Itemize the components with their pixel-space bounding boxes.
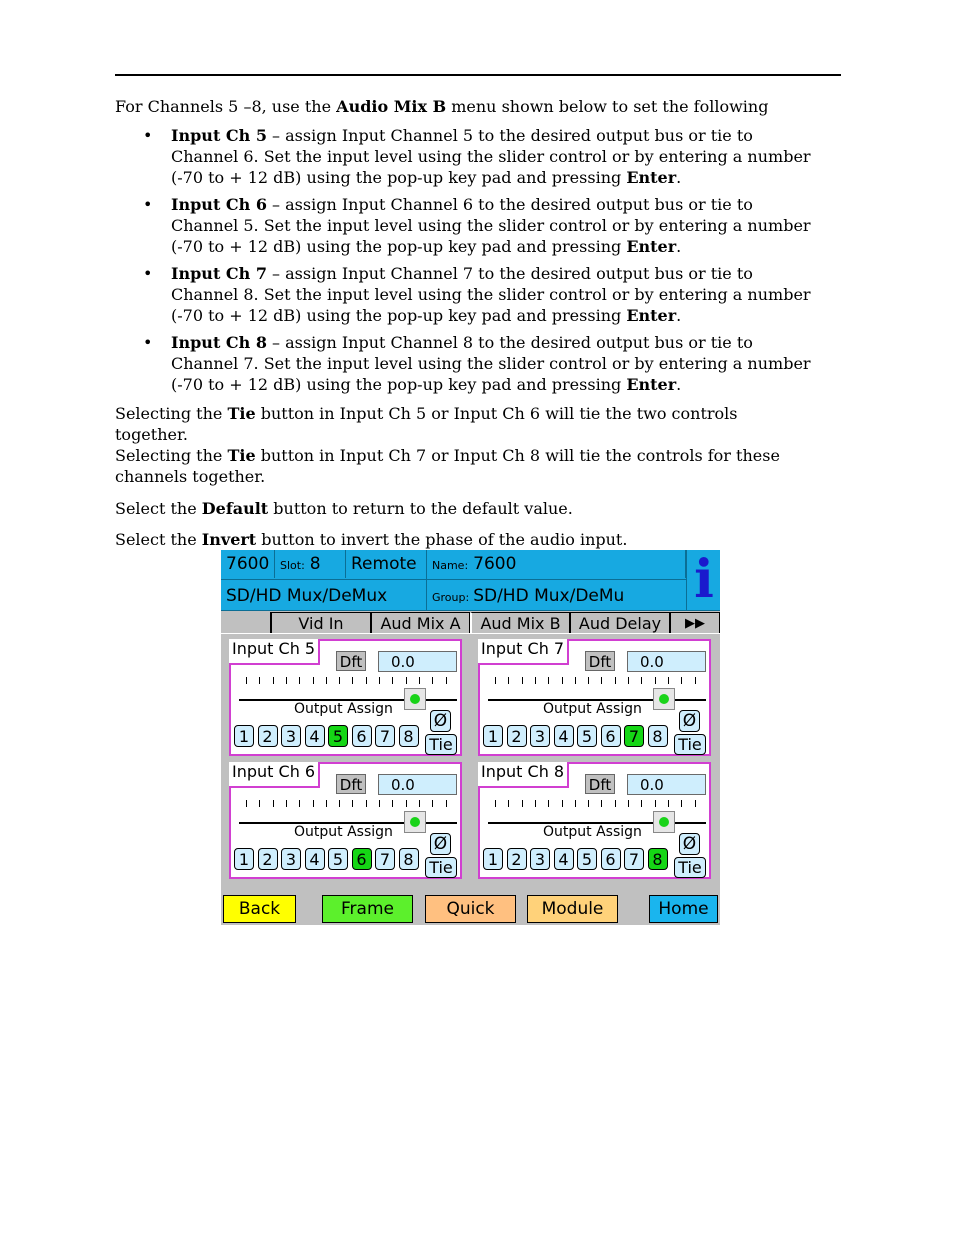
output-bus-button[interactable]: 7 bbox=[624, 725, 644, 747]
group-field: Group: SD/HD Mux/DeMu bbox=[432, 586, 625, 606]
slider-scale bbox=[495, 800, 700, 808]
output-bus-button[interactable]: 6 bbox=[601, 848, 621, 870]
info-icon[interactable]: i bbox=[694, 550, 714, 610]
output-bus-button[interactable]: 5 bbox=[577, 848, 597, 870]
slider-indicator-icon bbox=[659, 694, 669, 704]
invert-phase-button[interactable]: Ø bbox=[679, 833, 700, 855]
level-slider-handle[interactable] bbox=[404, 811, 426, 833]
tie-button[interactable]: Tie bbox=[425, 734, 457, 755]
slider-indicator-icon bbox=[659, 817, 669, 827]
level-input[interactable]: 0.0 bbox=[627, 651, 706, 672]
invert-phase-button[interactable]: Ø bbox=[430, 710, 451, 732]
slot-field: Slot: 8 bbox=[275, 550, 346, 578]
default-paragraph: Select the Default button to return to the default value. bbox=[115, 499, 573, 518]
output-bus-button[interactable]: 2 bbox=[507, 848, 527, 870]
module-type: SD/HD Mux/DeMux bbox=[226, 586, 388, 606]
output-assign-label: Output Assign bbox=[294, 701, 393, 717]
output-bus-button[interactable]: 4 bbox=[554, 725, 574, 747]
output-bus-button[interactable]: 1 bbox=[483, 725, 503, 747]
list-item: • Input Ch 5 – assign Input Channel 5 to the desired output bus or tie to Channel 6. Set the input level using the slider control or by entering a number (-70 to + 12 dB) using the pop-up key pad and pressing Enter. bbox=[143, 126, 811, 187]
tab-aud-mix-a[interactable]: Aud Mix A bbox=[371, 612, 470, 633]
invert-phase-button[interactable]: Ø bbox=[679, 710, 700, 732]
module-button[interactable]: Module bbox=[527, 895, 618, 923]
invert-paragraph: Select the Invert button to invert the phase of the audio input. bbox=[115, 530, 628, 549]
list-item: • Input Ch 6 – assign Input Channel 6 to the desired output bus or tie to Channel 5. Set the input level using the slider control or by entering a number (-70 to + 12 dB) using the pop-up key pad and pressing Enter. bbox=[143, 195, 811, 256]
tab-bar bbox=[221, 612, 720, 634]
slider-scale bbox=[246, 800, 451, 808]
output-bus-button[interactable]: 3 bbox=[530, 725, 550, 747]
output-bus-button[interactable]: 1 bbox=[234, 848, 254, 870]
output-bus-button[interactable]: 1 bbox=[483, 848, 503, 870]
output-bus-button[interactable]: 6 bbox=[352, 725, 372, 747]
output-bus-button[interactable]: 2 bbox=[258, 848, 278, 870]
top-rule bbox=[115, 74, 841, 76]
intro-paragraph: For Channels 5 –8, use the Audio Mix B menu shown below to set the following bbox=[115, 97, 769, 116]
output-bus-button[interactable]: 2 bbox=[258, 725, 278, 747]
output-bus-button[interactable]: 3 bbox=[281, 725, 301, 747]
default-button[interactable]: Dft bbox=[585, 774, 615, 794]
back-button[interactable]: Back bbox=[223, 895, 296, 923]
channel-label: Input Ch 5 bbox=[229, 639, 320, 665]
list-item: • Input Ch 7 – assign Input Channel 7 to the desired output bus or tie to Channel 8. Set the input level using the slider control or by entering a number (-70 to + 12 dB) using the pop-up key pad and pressing Enter. bbox=[143, 264, 811, 325]
frame-button[interactable]: Frame bbox=[322, 895, 413, 923]
output-bus-button[interactable]: 7 bbox=[375, 725, 395, 747]
list-item: • Input Ch 8 – assign Input Channel 8 to the desired output bus or tie to Channel 7. Set the input level using the slider control or by entering a number (-70 to + 12 dB) using the pop-up key pad and pressing Enter. bbox=[143, 333, 811, 394]
output-bus-button[interactable]: 6 bbox=[352, 848, 372, 870]
output-bus-button[interactable]: 4 bbox=[554, 848, 574, 870]
output-assign-label: Output Assign bbox=[294, 824, 393, 840]
quick-button[interactable]: Quick bbox=[425, 895, 516, 923]
slider-scale bbox=[246, 677, 451, 685]
tie-button[interactable]: Tie bbox=[674, 857, 706, 878]
output-bus-button[interactable]: 8 bbox=[399, 848, 419, 870]
output-bus-button[interactable]: 1 bbox=[234, 725, 254, 747]
channel-panel bbox=[229, 639, 462, 756]
level-slider-handle[interactable] bbox=[653, 811, 675, 833]
output-bus-button[interactable]: 8 bbox=[648, 725, 668, 747]
level-input[interactable]: 0.0 bbox=[378, 774, 457, 795]
channel-list bbox=[115, 125, 815, 395]
tie-button[interactable]: Tie bbox=[674, 734, 706, 755]
output-assign-label: Output Assign bbox=[543, 824, 642, 840]
channel-label: Input Ch 7 bbox=[478, 639, 569, 665]
output-bus-button[interactable]: 8 bbox=[399, 725, 419, 747]
output-bus-button[interactable]: 4 bbox=[305, 848, 325, 870]
tab-vid-in[interactable]: Vid In bbox=[271, 612, 371, 633]
tab-aud-delay[interactable]: Aud Delay bbox=[570, 612, 670, 633]
channel-label: Input Ch 8 bbox=[478, 762, 569, 788]
output-bus-button[interactable]: 5 bbox=[577, 725, 597, 747]
level-input[interactable]: 0.0 bbox=[627, 774, 706, 795]
tab-aud-mix-b[interactable]: Aud Mix B bbox=[470, 612, 570, 633]
level-slider-handle[interactable] bbox=[653, 688, 675, 710]
tie-button[interactable]: Tie bbox=[425, 857, 457, 878]
slider-indicator-icon bbox=[410, 694, 420, 704]
default-button[interactable]: Dft bbox=[585, 651, 615, 671]
output-bus-button[interactable]: 2 bbox=[507, 725, 527, 747]
slider-indicator-icon bbox=[410, 817, 420, 827]
model-label: 7600 bbox=[221, 550, 275, 578]
tie-paragraph: Selecting the Tie button in Input Ch 5 or Input Ch 6 will tie the two controls together. Selecting the Tie button in Input Ch 7 or Input Ch 8 will tie the controls for these channels together. bbox=[115, 404, 780, 486]
output-assign-label: Output Assign bbox=[543, 701, 642, 717]
channel-panel bbox=[478, 762, 711, 879]
output-bus-button[interactable]: 6 bbox=[601, 725, 621, 747]
output-bus-button[interactable]: 7 bbox=[624, 848, 644, 870]
level-slider-handle[interactable] bbox=[404, 688, 426, 710]
output-bus-button[interactable]: 7 bbox=[375, 848, 395, 870]
module-header bbox=[221, 550, 720, 611]
output-bus-button[interactable]: 4 bbox=[305, 725, 325, 747]
invert-phase-button[interactable]: Ø bbox=[430, 833, 451, 855]
channel-label: Input Ch 6 bbox=[229, 762, 320, 788]
level-input[interactable]: 0.0 bbox=[378, 651, 457, 672]
channel-panel bbox=[229, 762, 462, 879]
output-bus-button[interactable]: 3 bbox=[281, 848, 301, 870]
name-field: Name: 7600 bbox=[427, 550, 686, 578]
output-bus-button[interactable]: 5 bbox=[328, 848, 348, 870]
home-button[interactable]: Home bbox=[649, 895, 718, 923]
slider-scale bbox=[495, 677, 700, 685]
default-button[interactable]: Dft bbox=[336, 651, 366, 671]
channel-panel bbox=[478, 639, 711, 756]
audio-mix-b-screenshot bbox=[221, 550, 720, 925]
tab-more-arrows-icon[interactable]: ▶▶ bbox=[670, 612, 720, 633]
output-bus-button[interactable]: 3 bbox=[530, 848, 550, 870]
mode-label: Remote bbox=[346, 550, 427, 578]
output-bus-button[interactable]: 5 bbox=[328, 725, 348, 747]
default-button[interactable]: Dft bbox=[336, 774, 366, 794]
output-bus-button[interactable]: 8 bbox=[648, 848, 668, 870]
document-body bbox=[115, 96, 815, 550]
